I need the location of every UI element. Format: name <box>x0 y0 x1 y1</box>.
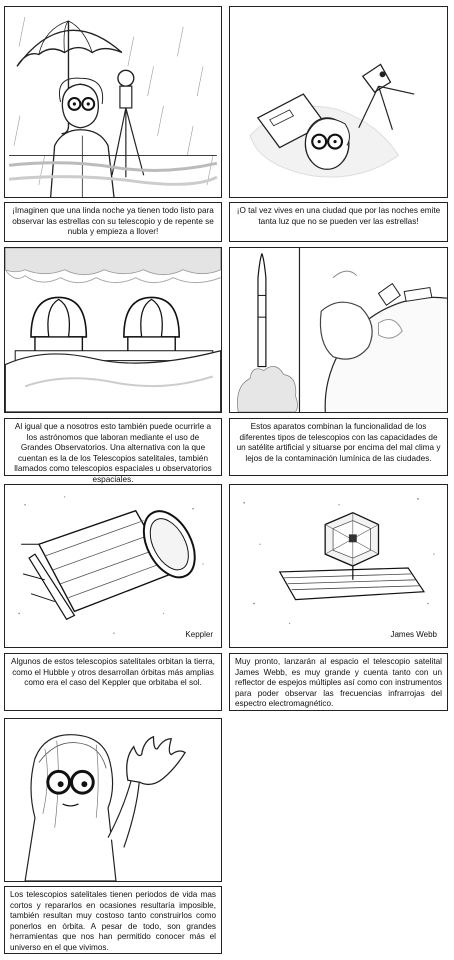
panel-5-illustration <box>4 484 222 648</box>
panel-2-illustration <box>229 6 448 198</box>
panel-5-caption: Algunos de estos telescopios satelitales orbitan la tierra, como el Hubble y otros desarrollan órbitas más amplias como era el caso del Keppler que orbitaba el sol. <box>4 653 222 711</box>
panel-2-caption: ¡O tal vez vives en una ciudad que por las noches emite tanta luz que no se pueden ver las estrellas! <box>229 202 448 242</box>
panel-3-illustration <box>4 247 222 413</box>
city-view-drawing <box>230 7 447 197</box>
panel-6-caption: Muy pronto, lanzarán al espacio el telescopio satelital James Webb, es muy grande y cuenta tanto con un reflector de espejos múltiples así como con instrumentos para poder observar las frecuencias infrarrojas del espectro electromagnético. <box>229 653 448 711</box>
panel-3-caption: Al igual que a nosotros esto también puede ocurrirle a los astrónomos que laboran mediante el uso de Grandes Observatorios. Una alternativa con la que cuentan es la de los Telescopios satelitales, también llamados como telescopios espaciales u observatorios espaciales. <box>4 418 222 476</box>
waving-character-drawing <box>5 719 221 881</box>
keppler-label: Keppler <box>185 630 213 639</box>
panel-4-illustration <box>229 247 448 413</box>
panel-7-illustration <box>4 718 222 882</box>
panel-1-illustration <box>4 6 222 198</box>
rain-umbrella-drawing <box>5 7 221 197</box>
keppler-telescope-drawing <box>5 485 221 647</box>
panel-4-caption: Estos aparatos combinan la funcionalidad de los diferentes tipos de telescopios con las capacidades de un satélite artificial y situarse por encima del mal clima y lejos de la contaminación lumínica de las ciudades. <box>229 418 448 476</box>
panel-6-illustration <box>229 484 448 648</box>
panel-7-caption: Los telescopios satelitales tienen periodos de vida mas cortos y repararlos en ocasiones resultaría imposible, también resultan muy costoso tanto construirlos como ponerlos en órbita. A pesar de todo, son grandes herramientas que nos han permitido conocer más el universo en el que vivimos. <box>4 886 222 954</box>
james-webb-label: James Webb <box>390 630 437 639</box>
observatories-drawing <box>5 248 221 412</box>
james-webb-telescope-drawing <box>230 485 447 647</box>
rocket-satellite-drawing <box>230 248 447 412</box>
panel-1-caption: ¡Imaginen que una linda noche ya tienen todo listo para observar las estrellas con su telescopio y de repente se nubla y empieza a llover! <box>4 202 222 242</box>
